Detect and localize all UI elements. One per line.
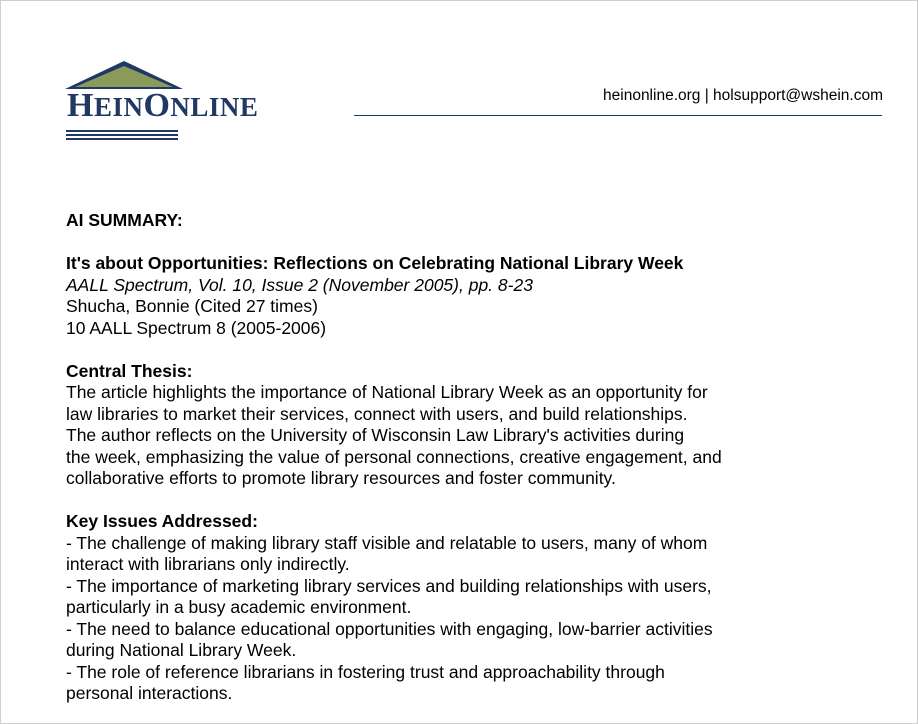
- issue-line: - The need to balance educational opportunities with engaging, low-barrier activities: [66, 618, 713, 639]
- issues-heading: Key Issues Addressed:: [66, 511, 258, 531]
- article-citation: 10 AALL Spectrum 8 (2005-2006): [66, 317, 327, 338]
- issue-line: - The role of reference librarians in fostering trust and approachability through: [66, 661, 665, 682]
- article-source: AALL Spectrum, Vol. 10, Issue 2 (November 2005), pp. 8-23: [66, 274, 533, 295]
- thesis-line: The author reflects on the University of Wisconsin Law Library's activities during: [66, 425, 685, 445]
- contact-info: heinonline.org | holsupport@wshein.com: [603, 87, 883, 104]
- thesis-line: The article highlights the importance of National Library Week as an opportunity for: [66, 382, 708, 402]
- thesis-line: the week, emphasizing the value of personal connections, creative engagement, and: [66, 446, 722, 467]
- thesis-line: law libraries to market their services, connect with users, and build relationships.: [66, 403, 688, 424]
- issue-line: particularly in a busy academic environment.: [66, 597, 412, 617]
- issue-line: during National Library Week.: [66, 640, 297, 660]
- article-title: It's about Opportunities: Reflections on Celebrating National Library Week: [66, 253, 684, 273]
- spacer: [66, 232, 826, 254]
- issue-line: interact with librarians only indirectly.: [66, 554, 350, 574]
- header-divider: [354, 115, 882, 116]
- issue-line: - The importance of marketing library services and building relationships with users,: [66, 575, 712, 596]
- logo-wordmark: HEINONLINE: [67, 87, 259, 124]
- summary-heading: AI SUMMARY:: [66, 210, 183, 230]
- issue-line: - The challenge of making library staff visible and relatable to users, many of whom: [66, 532, 708, 553]
- spacer: [66, 339, 826, 361]
- thesis-heading: Central Thesis:: [66, 360, 193, 381]
- heinonline-logo: [65, 60, 310, 144]
- article-author: Shucha, Bonnie (Cited 27 times): [66, 296, 318, 316]
- issue-line: personal interactions.: [66, 683, 233, 703]
- thesis-line: collaborative efforts to promote library resources and foster community.: [66, 468, 616, 488]
- spacer: [66, 490, 826, 512]
- document-body: [66, 210, 826, 705]
